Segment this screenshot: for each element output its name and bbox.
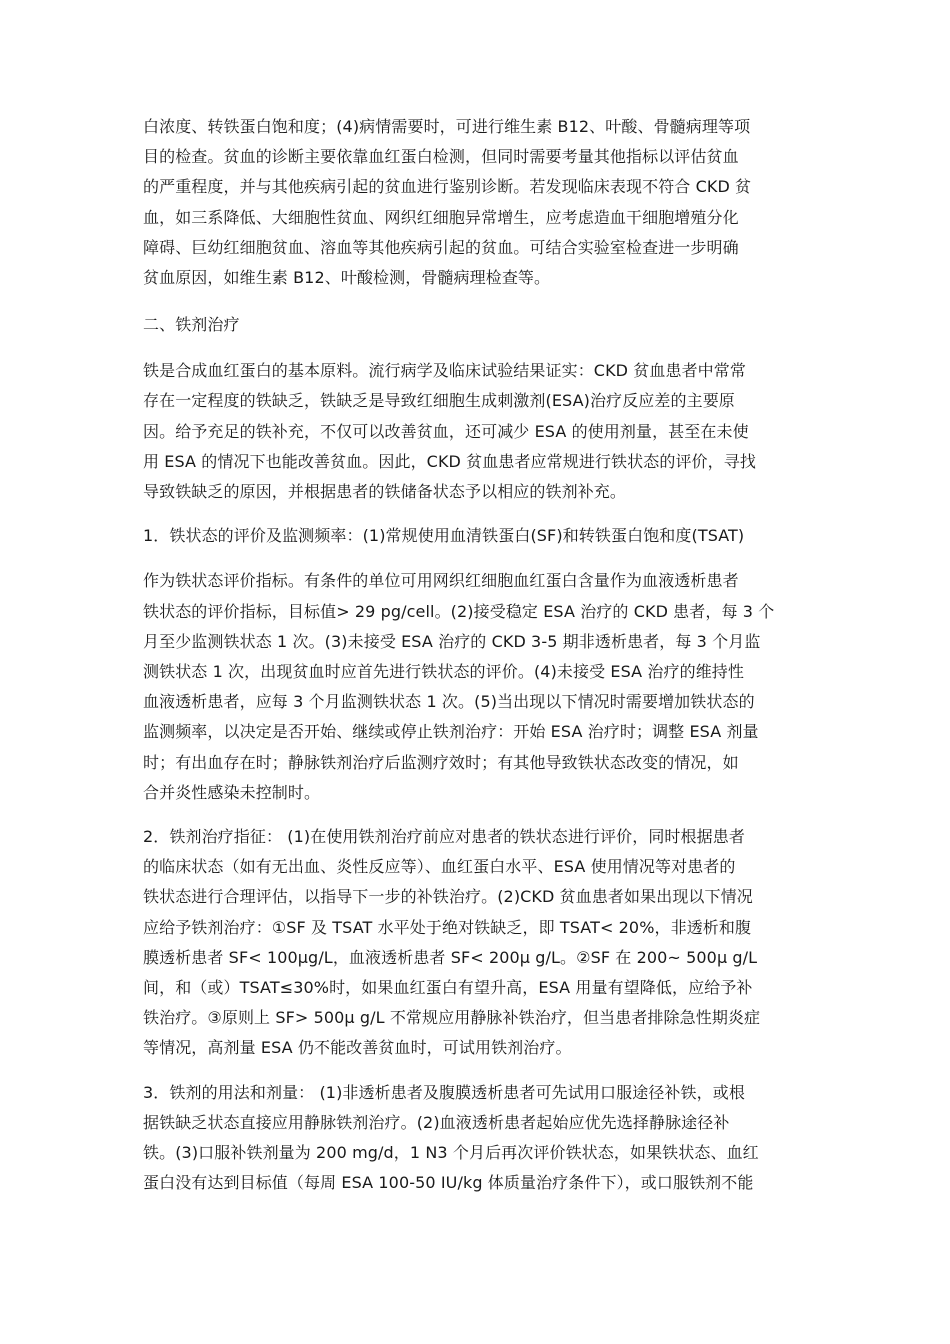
text-line: 因。给予充足的铁补充，不仅可以改善贫血，还可减少 ESA 的使用剂量，甚至在未使 [143, 421, 749, 441]
paragraph-iron-monitoring [143, 566, 808, 808]
text-line: 铁状态进行合理评估，以指导下一步的补铁治疗。(2)CKD 贫血患者如果出现以下情况 [143, 887, 753, 907]
text-line: 血，如三系降低、大细胞性贫血、网织红细胞异常增生，应考虑造血干细胞增殖分化 [143, 207, 739, 227]
text-line: 铁。(3)口服补铁剂量为 200 mg/d，1 N3 个月后再次评价铁状态，如果铁状态、血红 [143, 1143, 759, 1163]
text-line: 的严重程度，并与其他疾病引起的贫血进行鉴别诊断。若发现临床表现不符合 CKD 贫 [143, 177, 752, 197]
text-line: 铁状态的评价指标，目标值> 29 pg/cell。(2)接受稳定 ESA 治疗的 CKD 患者，每 3 个 [143, 601, 775, 621]
text-line: 测铁状态 1 次，出现贫血时应首先进行铁状态的评价。(4)未接受 ESA 治疗的维持性 [143, 662, 744, 682]
text-line: 1．铁状态的评价及监测频率：(1)常规使用血清铁蛋白(SF)和转铁蛋白饱和度(TSAT) [143, 526, 745, 546]
text-line: 贫血原因，如维生素 B12、叶酸检测，骨髓病理检查等。 [143, 268, 551, 288]
text-line: 间，和（或）TSAT≤30%时，如果血红蛋白有望升高，ESA 用量有望降低，应给予补 [143, 978, 753, 998]
section-heading-iron-therapy [143, 310, 808, 340]
text-line: 合并炎性感染未控制时。 [143, 782, 321, 802]
paragraph-iron-indications [143, 822, 808, 1064]
heading-text: 二、铁剂治疗 [143, 315, 240, 335]
text-line: 应给予铁剂治疗：①SF 及 TSAT 水平处于绝对铁缺乏，即 TSAT< 20%，非透析和腹 [143, 917, 752, 937]
paragraph-anemia-diagnosis [143, 112, 808, 293]
text-line: 监测频率，以决定是否开始、继续或停止铁剂治疗：开始 ESA 治疗时；调整 ESA 剂量 [143, 722, 759, 742]
text-line: 蛋白没有达到目标值（每周 ESA 100-50 IU/kg 体质量治疗条件下），或口服铁剂不能 [143, 1173, 754, 1193]
text-line: 等情况，高剂量 ESA 仍不能改善贫血时，可试用铁剂治疗。 [143, 1038, 572, 1058]
paragraph-iron-dosage [143, 1078, 808, 1199]
text-line: 时；有出血存在时；静脉铁剂治疗后监测疗效时；有其他导致铁状态改变的情况，如 [143, 752, 739, 772]
text-line: 月至少监测铁状态 1 次。(3)未接受 ESA 治疗的 CKD 3-5 期非透析患者，每 3 个月监 [143, 631, 761, 651]
paragraph-iron-basics [143, 356, 808, 507]
text-line: 铁是合成血红蛋白的基本原料。流行病学及临床试验结果证实：CKD 贫血患者中常常 [143, 361, 746, 381]
text-line: 2．铁剂治疗指征： (1)在使用铁剂治疗前应对患者的铁状态进行评价，同时根据患者 [143, 827, 745, 847]
text-line: 存在一定程度的铁缺乏，铁缺乏是导致红细胞生成刺激剂(ESA)治疗反应差的主要原 [143, 391, 735, 411]
text-line: 血液透析患者，应每 3 个月监测铁状态 1 次。(5)当出现以下情况时需要增加铁状态的 [143, 692, 755, 712]
text-line: 作为铁状态评价指标。有条件的单位可用网织红细胞血红蛋白含量作为血液透析患者 [143, 571, 739, 591]
text-line: 膜透析患者 SF< 100μg/L，血液透析患者 SF< 200μ g/L。②SF 在 200~ 500μ g/L [143, 947, 758, 967]
document-page [143, 112, 808, 1199]
text-line: 用 ESA 的情况下也能改善贫血。因此，CKD 贫血患者应常规进行铁状态的评价，寻找 [143, 451, 756, 471]
text-line: 的临床状态（如有无出血、炎性反应等）、血红蛋白水平、ESA 使用情况等对患者的 [143, 857, 736, 877]
text-line: 导致铁缺乏的原因，并根据患者的铁储备状态予以相应的铁剂补充。 [143, 482, 627, 502]
text-line: 3．铁剂的用法和剂量： (1)非透析患者及腹膜透析患者可先试用口服途径补铁，或根 [143, 1082, 745, 1102]
text-line: 白浓度、转铁蛋白饱和度；(4)病情需要时，可进行维生素 B12、叶酸、骨髓病理等项 [143, 117, 751, 136]
text-line: 铁治疗。③原则上 SF> 500μ g/L 不常规应用静脉补铁治疗，但当患者排除急性期炎症 [143, 1008, 761, 1028]
text-line: 障碍、巨幼红细胞贫血、溶血等其他疾病引起的贫血。可结合实验室检查进一步明确 [143, 237, 739, 257]
text-line: 目的检查。贫血的诊断主要依靠血红蛋白检测，但同时需要考量其他指标以评估贫血 [143, 147, 739, 167]
text-line: 据铁缺乏状态直接应用静脉铁剂治疗。(2)血液透析患者起始应优先选择静脉途径补 [143, 1112, 730, 1132]
paragraph-iron-evaluation-title [143, 521, 808, 551]
